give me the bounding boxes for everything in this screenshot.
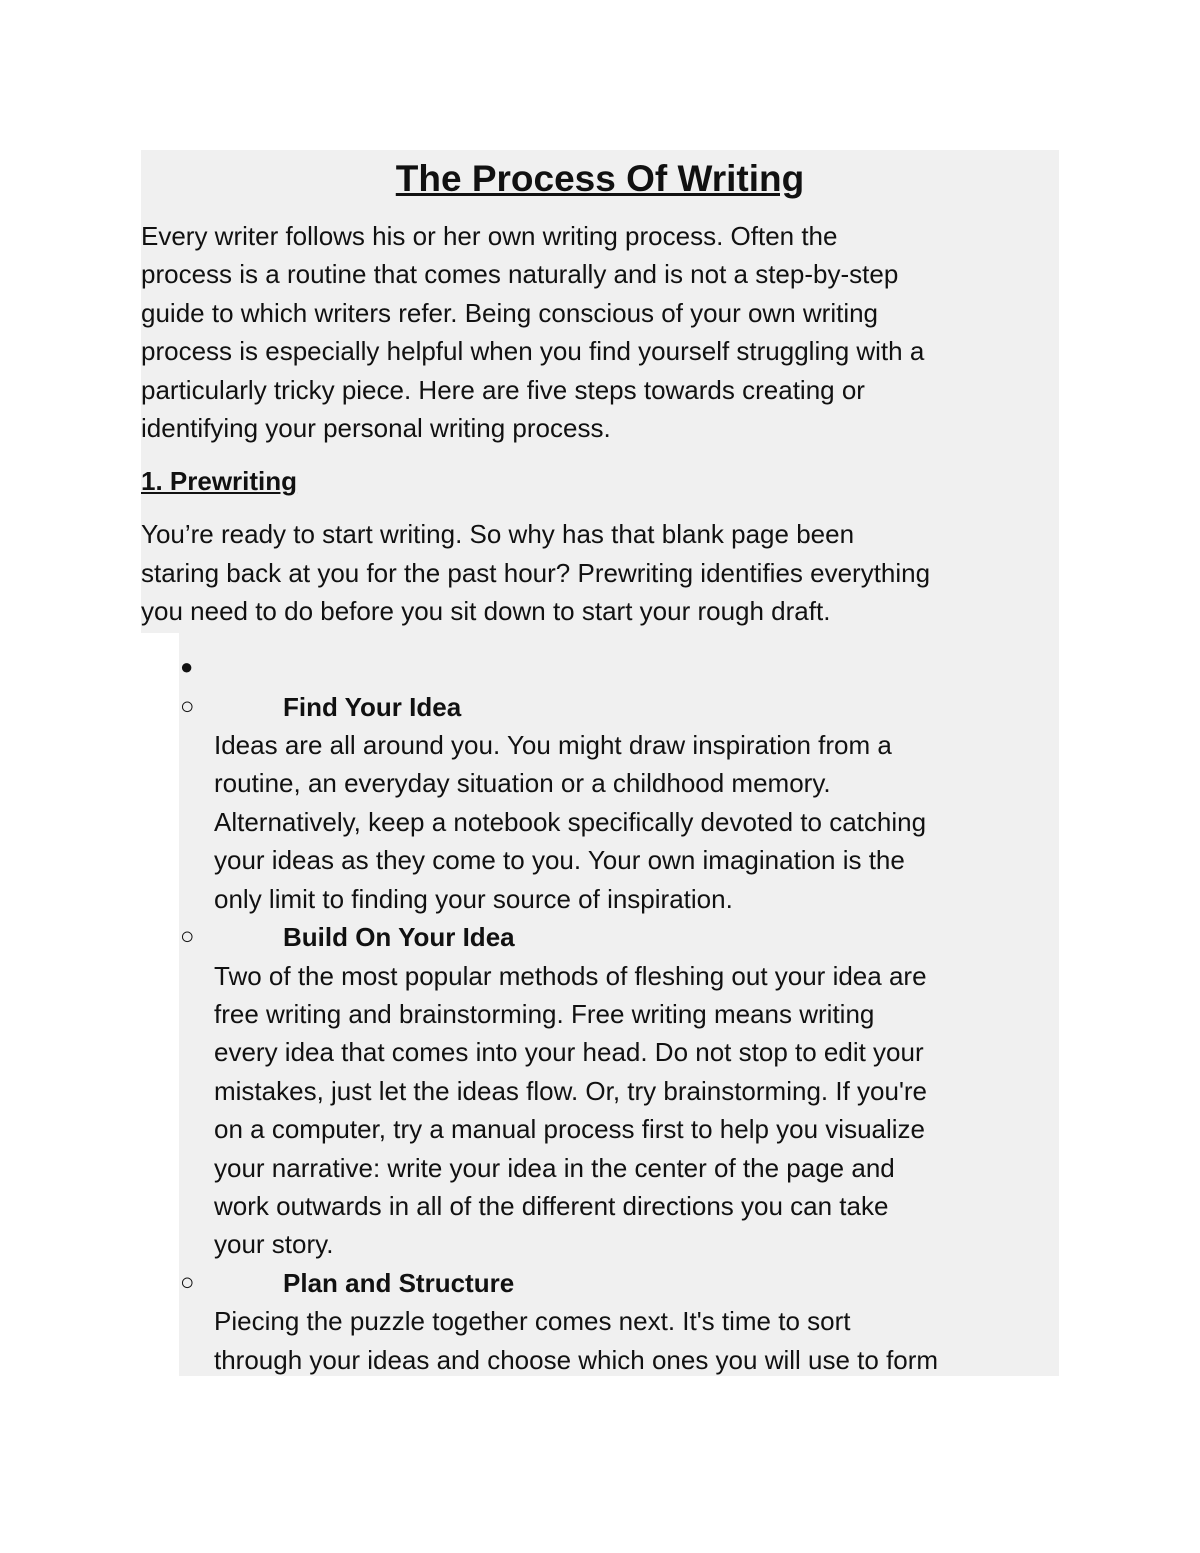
- text-line: on a computer, try a manual process first to help you visualize: [214, 1114, 926, 1145]
- section-paragraph: [141, 515, 1059, 630]
- list-item-body: [214, 957, 1059, 1264]
- text-line: particularly tricky piece. Here are five steps towards creating or: [141, 374, 865, 405]
- text-line: your story.: [214, 1229, 334, 1260]
- text-line: Two of the most popular methods of fleshing out your idea are: [214, 960, 927, 991]
- list-item: [141, 1264, 1059, 1379]
- text-line: work outwards in all of the different directions you can take: [214, 1190, 889, 1221]
- document-title: The Process Of Writing: [395, 158, 805, 199]
- text-line: staring back at you for the past hour? Prewriting identifies everything: [141, 557, 931, 588]
- list-item-title: Plan and Structure: [283, 1267, 515, 1298]
- document-content: [141, 150, 1059, 1375]
- list-item-body: [214, 1302, 1059, 1379]
- text-line: your narrative: write your idea in the center of the page and: [214, 1152, 895, 1183]
- text-line: free writing and brainstorming. Free writing means writing: [214, 998, 875, 1029]
- text-line: mistakes, just let the ideas flow. Or, try brainstorming. If you're: [214, 1075, 928, 1106]
- list-item-body: [214, 726, 1059, 918]
- text-line: process is especially helpful when you find yourself struggling with a: [141, 336, 925, 367]
- text-line: Alternatively, keep a notebook specifically devoted to catching: [214, 806, 927, 837]
- text-line: only limit to finding your source of inspiration.: [214, 883, 733, 914]
- hollow-bullet-icon: ○: [180, 923, 195, 951]
- sub-bullet-list: [141, 688, 1059, 1379]
- list-item-title: Build On Your Idea: [283, 922, 515, 953]
- list-item: [141, 918, 1059, 1264]
- text-line: Piecing the puzzle together comes next. It's time to sort: [214, 1306, 851, 1337]
- text-line: every idea that comes into your head. Do not stop to edit your: [214, 1037, 924, 1068]
- list-item-title: Find Your Idea: [283, 691, 462, 722]
- section-heading: 1. Prewriting: [141, 466, 298, 497]
- text-line: routine, an everyday situation or a childhood memory.: [214, 768, 831, 799]
- filled-bullet-icon: ●: [180, 653, 194, 679]
- text-line: you need to do before you sit down to start your rough draft.: [141, 596, 831, 627]
- intro-paragraph: [141, 217, 1059, 447]
- text-line: process is a routine that comes naturally and is not a step-by-step: [141, 259, 899, 290]
- hollow-bullet-icon: ○: [180, 1268, 195, 1296]
- text-line: You’re ready to start writing. So why has that blank page been: [141, 519, 855, 550]
- text-line: Ideas are all around you. You might draw inspiration from a: [214, 730, 892, 761]
- hollow-bullet-icon: ○: [180, 692, 195, 720]
- text-line: through your ideas and choose which ones you will use to form: [214, 1344, 939, 1375]
- text-line: guide to which writers refer. Being conscious of your own writing: [141, 297, 879, 328]
- text-line: Every writer follows his or her own writing process. Often the: [141, 221, 838, 251]
- list-item: [141, 688, 1059, 918]
- text-line: your ideas as they come to you. Your own imagination is the: [214, 845, 905, 876]
- text-line: identifying your personal writing process.: [141, 413, 611, 444]
